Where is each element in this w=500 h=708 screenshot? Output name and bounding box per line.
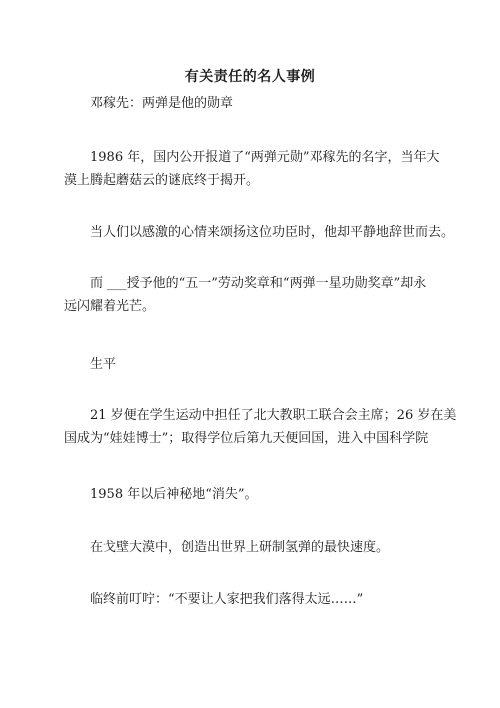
paragraph-medals <box>64 272 436 318</box>
paragraph-1958 <box>64 483 436 506</box>
paragraph-line: 邓稼先：两弹是他的勋章 <box>90 96 234 111</box>
paragraph-1986 <box>64 146 440 192</box>
paragraph-line: 生平 <box>90 357 117 372</box>
paragraph-life-heading <box>64 353 436 376</box>
paragraph-line: 在戈壁大漠中，创造出世界上研制氢弹的最快速度。 <box>90 540 390 555</box>
paragraph-line: 21 岁便在学生运动中担任了北大教职工联合会主席；26 岁在美 <box>90 408 457 423</box>
paragraph-line: 当人们以感激的心情来颂扬这位功臣时，他却平静地辞世而去。 <box>90 225 455 240</box>
paragraph-tribute <box>64 221 455 244</box>
paragraph-line: 而 ___授予他的“五一”劳动奖章和“两弹一星功勋奖章”却永 <box>90 276 427 291</box>
paragraph-line: 国成为“娃娃博士”；取得学位后第九天便回国，进入中国科学院 <box>64 431 429 446</box>
paragraph-line: 漠上腾起蘑菇云的谜底终于揭开。 <box>64 173 260 188</box>
paragraph-subtitle <box>64 92 436 115</box>
paragraph-biography <box>64 404 457 450</box>
paragraph-line: 临终前叮咛：“不要让人家把我们落得太远……” <box>90 592 364 607</box>
paragraph-last-words <box>64 588 436 611</box>
document-title: 有关责任的名人事例 <box>184 69 316 85</box>
paragraph-line: 1958 年以后神秘地“消失”。 <box>90 487 258 502</box>
paragraph-line: 远闪耀着光芒。 <box>64 299 156 314</box>
paragraph-line: 1986 年，国内公开报道了“两弹元勋”邓稼先的名字，当年大 <box>90 150 440 165</box>
paragraph-gobi <box>64 536 436 559</box>
